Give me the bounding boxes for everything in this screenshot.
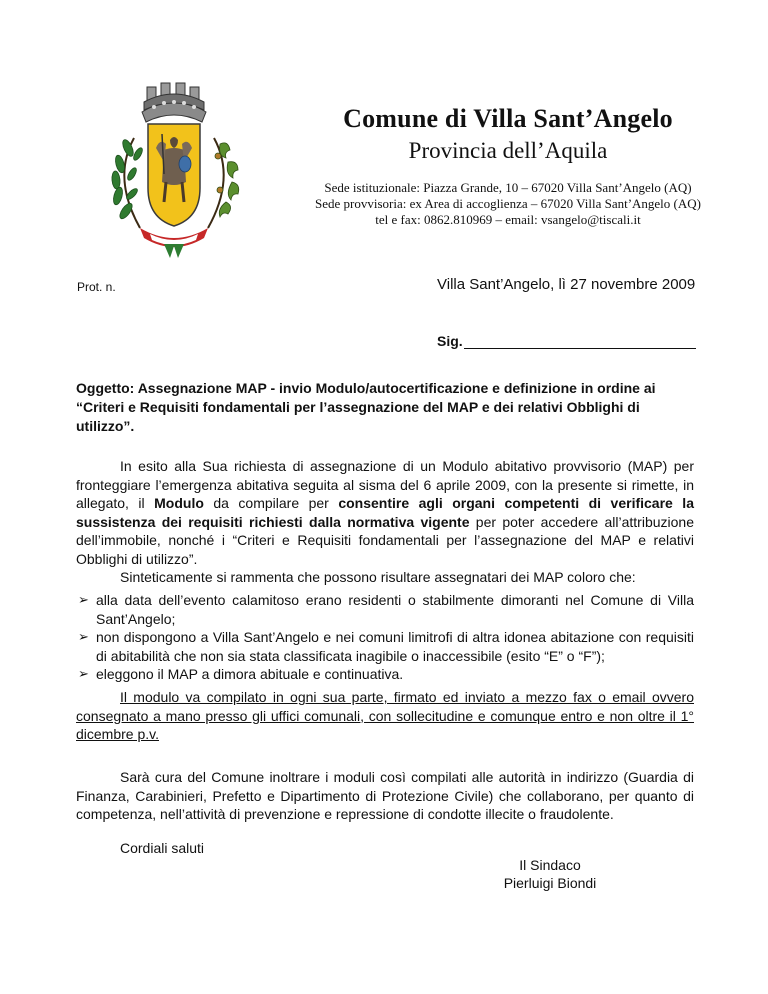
list-item [78,628,694,665]
list-item-text: alla data dell’evento calamitoso erano residenti o stabilmente dimoranti nel Comune di Villa Sant’Angelo; [96,592,694,627]
recipient-line [437,333,696,349]
recipient-label: Sig. [437,333,463,349]
date-line: Villa Sant’Angelo, lì 27 novembre 2009 [437,276,696,293]
paragraph-authorities: Sarà cura del Comune inoltrare i moduli così compilati alle autorità in indirizzo (Guardia di Finanza, Carabinieri, Prefetto e Dipartimento di Protezione Civile) che collaborano, per quanto di competenza, nell’attività di prevenzione e repressione di condotte illecite o fraudolente. [76,769,694,822]
mural-crown-icon [142,83,206,122]
paragraph-eligibility-intro: Sinteticamente si rammenta che possono risultare assegnatari dei MAP coloro che: [120,569,636,585]
temporary-address-line: Sede provvisoria: ex Area di accoglienza – 67020 Villa Sant’Angelo (AQ) [315,196,701,211]
signer-name: Pierluigi Biondi [503,875,597,891]
tricolor-ribbon-icon [140,228,208,258]
municipal-coat-of-arms-icon [94,78,254,258]
arrow-bullet-icon: ➢ [78,666,89,681]
address-line: Sede istituzionale: Piazza Grande, 10 – 67020 Villa Sant’Angelo (AQ) [324,180,692,195]
shield-icon [148,124,200,226]
laurel-branch-icon [111,138,144,228]
arrow-bullet-icon: ➢ [78,629,89,644]
closing: Cordiali saluti [120,840,205,856]
list-item-text: eleggono il MAP a dimora abituale e continuativa. [96,666,404,682]
paragraph-request-bold-2: consentire agli organi competenti di verificare la sussistenza dei requisiti richiesti dalla normativa vigente [76,495,694,530]
municipality-title: Comune di Villa Sant’Angelo [343,104,673,133]
subject: Oggetto: Assegnazione MAP - invio Modulo/autocertificazione e definizione in ordine ai “Criteri e Requisiti fondamentali per l’assegnazione del MAP e dei relativi Obblighi di utilizzo”. [76,380,656,434]
paragraph-request-text-1: In esito alla Sua richiesta di assegnazione di un Modulo abitativo provvisorio (MAP) per fronteggiare l’emergenza abitativa seguita al sisma del 6 aprile 2009, con la presente si rimette, in allegato, il [76,458,694,511]
contact-details [270,180,746,228]
contact-line: tel e fax: 0862.810969 – email: vsangelo@tiscali.it [375,212,641,227]
protocol-number: Prot. n. [77,280,116,294]
province-subtitle: Provincia dell’Aquila [408,138,608,163]
signer-role: Il Sindaco [519,857,581,873]
paragraph-request [76,457,694,568]
paragraph-deadline: Il modulo va compilato in ogni sua parte, firmato ed inviato a mezzo fax o email ovvero consegnato a mano presso gli uffici comunali, con sollecitudine e comunque entro e non oltre il 1° dicembre p.v. [76,689,694,742]
eligibility-list [78,591,694,684]
list-item [78,591,694,628]
paragraph-request-text-3: per poter accedere all’attribuzione dell’immobile, nonché i “Criteri e Requisiti fondamentali per l’assegnazione del MAP e relativi Obblighi di utilizzo”. [76,513,694,567]
paragraph-request-text-2: da compilare per [203,495,339,511]
paragraph-request-bold-1: Modulo [154,495,204,511]
recipient-blank [464,334,696,349]
oak-branch-icon [208,138,239,228]
list-item-text: non dispongono a Villa Sant’Angelo e nei comuni limitrofi di altra idonea abitazione con requisiti di abitabilità che non sia stata classificata inagibile o inaccessibile (esito “E” o “F”); [96,629,694,664]
arrow-bullet-icon: ➢ [78,592,89,607]
letterhead [270,104,746,228]
signature-block [490,856,610,892]
list-item [78,665,694,684]
